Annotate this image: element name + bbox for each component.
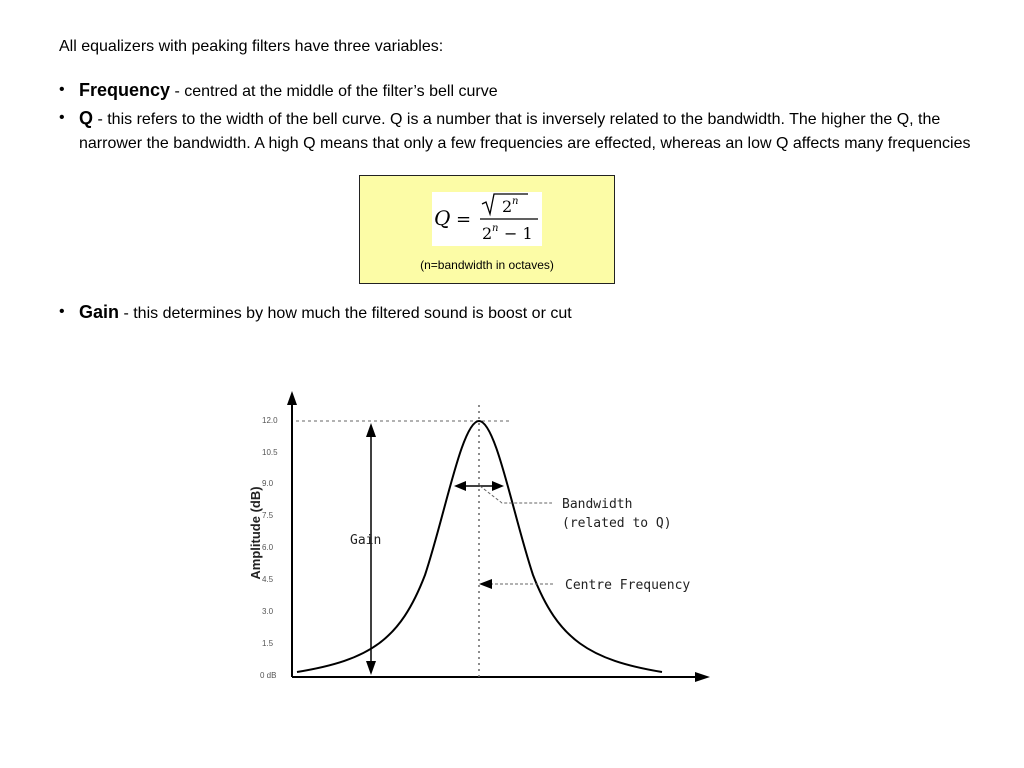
- formula-box: [359, 175, 615, 284]
- desc-frequency: - centred at the middle of the filter’s bell curve: [170, 83, 498, 100]
- bandwidth-label: Bandwidth: [562, 497, 633, 512]
- gain-arrow-up-icon: [366, 423, 376, 437]
- formula-num-base: 2: [502, 197, 513, 216]
- list-item-frequency: [59, 78, 979, 104]
- formula-eq: =: [456, 209, 472, 230]
- variables-list: [59, 78, 979, 156]
- list-item-gain: [59, 300, 572, 326]
- y-tick: 6.0: [262, 543, 274, 552]
- gain-label: Gain: [350, 533, 382, 548]
- y-tick: 1.5: [262, 639, 274, 648]
- term-q: Q: [79, 108, 94, 128]
- term-frequency: Frequency: [79, 80, 171, 100]
- y-tick: 9.0: [262, 479, 274, 488]
- formula-den-minus: − 1: [504, 224, 533, 243]
- bullet-icon: •: [59, 109, 65, 126]
- formula-num-exp: n: [512, 196, 519, 207]
- formula-lhs: Q: [434, 206, 451, 230]
- bandwidth-left-arrow-icon: [454, 481, 466, 491]
- y-tick: 3.0: [262, 607, 274, 616]
- intro-text: All equalizers with peaking filters have three variables:: [59, 38, 444, 55]
- y-tick: 10.5: [262, 448, 278, 457]
- desc-q: - this refers to the width of the bell curve. Q is a number that is inversely related to the bandwidth. The higher the Q, the narrower the bandwidth. A high Q means that only a few frequencies are effected, whereas an low Q affects many frequencies: [79, 111, 971, 152]
- gain-arrow-down-icon: [366, 661, 376, 675]
- x-axis-arrow-icon: [695, 672, 710, 682]
- bandwidth-right-arrow-icon: [492, 481, 504, 491]
- bandwidth-sublabel: (related to Q): [562, 516, 672, 531]
- y-axis-arrow-icon: [287, 391, 297, 405]
- y-tick: 7.5: [262, 511, 274, 520]
- y-tick-labels: [260, 416, 278, 680]
- q-formula: [432, 192, 542, 246]
- bandwidth-leader: [480, 486, 552, 503]
- centre-arrow-icon: [479, 579, 492, 589]
- formula-den-exp: n: [492, 223, 499, 234]
- y-axis-label: Amplitude (dB): [248, 486, 263, 580]
- y-tick: 12.0: [262, 416, 278, 425]
- peaking-filter-diagram: [240, 385, 720, 695]
- formula-den-base: 2: [482, 224, 493, 243]
- term-gain: Gain: [79, 302, 120, 322]
- y-tick: 0 dB: [260, 671, 277, 680]
- formula-caption: (n=bandwidth in octaves): [420, 258, 554, 272]
- bullet-icon: •: [59, 303, 65, 320]
- desc-gain: - this determines by how much the filtered sound is boost or cut: [119, 305, 572, 322]
- centre-frequency-label: Centre Frequency: [565, 578, 691, 593]
- bullet-icon: •: [59, 81, 65, 98]
- y-tick: 4.5: [262, 575, 274, 584]
- list-item-q: [59, 106, 979, 156]
